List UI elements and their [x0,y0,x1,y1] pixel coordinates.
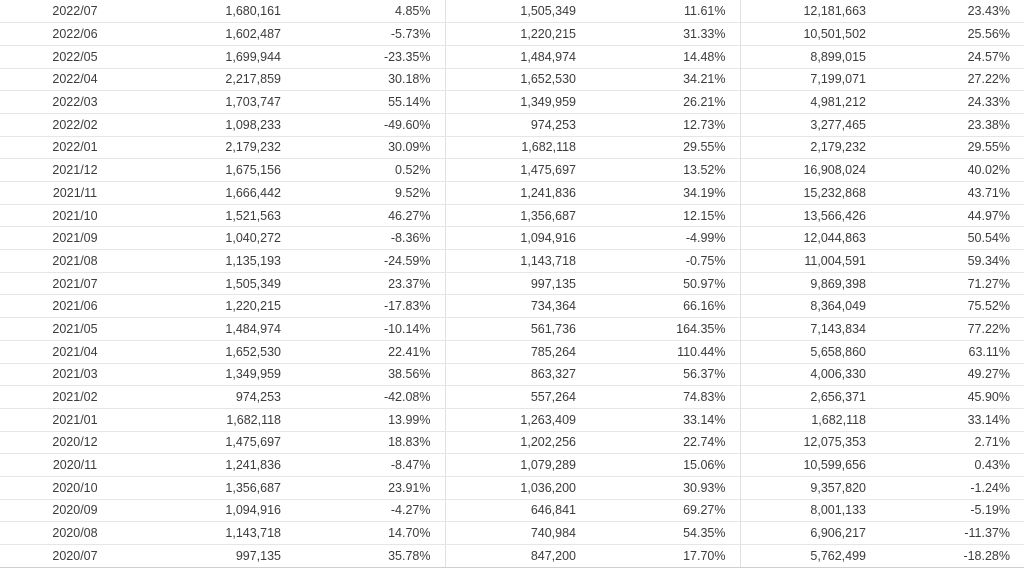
cell-yoy-change: 33.14% [590,408,740,431]
cell-month: 2021/02 [0,386,150,409]
cell-yoy-change: 56.37% [590,363,740,386]
cell-cumulative-revenue: 16,908,024 [740,159,880,182]
table-row [0,318,1024,341]
cell-yoy-change: 12.15% [590,204,740,227]
cell-cumulative-yoy: 0.43% [880,454,1024,477]
table-row [0,91,1024,114]
cell-prev-month-revenue: 863,327 [445,363,590,386]
cell-revenue: 974,253 [150,386,295,409]
cell-revenue: 1,505,349 [150,272,295,295]
cell-cumulative-yoy: 24.33% [880,91,1024,114]
cell-month: 2022/07 [0,0,150,23]
table-row [0,68,1024,91]
cell-prev-month-revenue: 734,364 [445,295,590,318]
table-row [0,340,1024,363]
cell-cumulative-revenue: 7,199,071 [740,68,880,91]
cell-cumulative-yoy: 44.97% [880,204,1024,227]
cell-revenue-mom: -8.47% [295,454,445,477]
cell-month: 2020/11 [0,454,150,477]
cell-cumulative-revenue: 8,899,015 [740,45,880,68]
cell-yoy-change: 15.06% [590,454,740,477]
cell-prev-month-revenue: 1,263,409 [445,408,590,431]
cell-month: 2020/09 [0,499,150,522]
cell-yoy-change: 12.73% [590,113,740,136]
cell-revenue-mom: 14.70% [295,522,445,545]
cell-cumulative-yoy: 27.22% [880,68,1024,91]
table-row [0,522,1024,545]
cell-revenue: 1,699,944 [150,45,295,68]
cell-month: 2020/10 [0,476,150,499]
cell-cumulative-revenue: 12,044,863 [740,227,880,250]
cell-revenue-mom: 9.52% [295,182,445,205]
table-row [0,159,1024,182]
cell-cumulative-revenue: 15,232,868 [740,182,880,205]
cell-cumulative-yoy: 77.22% [880,318,1024,341]
cell-yoy-change: -0.75% [590,250,740,273]
cell-month: 2022/01 [0,136,150,159]
cell-revenue: 997,135 [150,545,295,568]
cell-revenue: 1,675,156 [150,159,295,182]
table-row [0,23,1024,46]
cell-revenue: 2,217,859 [150,68,295,91]
cell-revenue: 1,349,959 [150,363,295,386]
cell-cumulative-revenue: 4,981,212 [740,91,880,114]
table-row [0,204,1024,227]
cell-cumulative-yoy: 33.14% [880,408,1024,431]
cell-cumulative-revenue: 8,364,049 [740,295,880,318]
cell-revenue-mom: -8.36% [295,227,445,250]
cell-cumulative-revenue: 1,682,118 [740,408,880,431]
cell-cumulative-yoy: 2.71% [880,431,1024,454]
cell-revenue: 1,098,233 [150,113,295,136]
cell-cumulative-revenue: 10,599,656 [740,454,880,477]
cell-cumulative-revenue: 3,277,465 [740,113,880,136]
cell-cumulative-revenue: 9,869,398 [740,272,880,295]
cell-month: 2022/02 [0,113,150,136]
table-row [0,545,1024,568]
cell-yoy-change: 22.74% [590,431,740,454]
cell-cumulative-yoy: 50.54% [880,227,1024,250]
table-row [0,408,1024,431]
cell-cumulative-yoy: 23.43% [880,0,1024,23]
cell-prev-month-revenue: 561,736 [445,318,590,341]
cell-cumulative-revenue: 2,656,371 [740,386,880,409]
cell-cumulative-yoy: -18.28% [880,545,1024,568]
cell-prev-month-revenue: 847,200 [445,545,590,568]
cell-yoy-change: 164.35% [590,318,740,341]
cell-cumulative-yoy: 24.57% [880,45,1024,68]
cell-revenue-mom: -4.27% [295,499,445,522]
cell-revenue-mom: 38.56% [295,363,445,386]
cell-revenue: 1,040,272 [150,227,295,250]
cell-month: 2022/06 [0,23,150,46]
cell-prev-month-revenue: 1,349,959 [445,91,590,114]
cell-cumulative-yoy: 40.02% [880,159,1024,182]
cell-revenue-mom: 23.91% [295,476,445,499]
cell-revenue-mom: 13.99% [295,408,445,431]
cell-prev-month-revenue: 1,652,530 [445,68,590,91]
cell-revenue-mom: 0.52% [295,159,445,182]
cell-cumulative-revenue: 10,501,502 [740,23,880,46]
table-row [0,136,1024,159]
cell-prev-month-revenue: 1,094,916 [445,227,590,250]
cell-cumulative-revenue: 4,006,330 [740,363,880,386]
cell-revenue-mom: 35.78% [295,545,445,568]
cell-month: 2020/12 [0,431,150,454]
cell-month: 2020/08 [0,522,150,545]
cell-cumulative-yoy: -5.19% [880,499,1024,522]
cell-yoy-change: 14.48% [590,45,740,68]
cell-revenue: 1,094,916 [150,499,295,522]
cell-cumulative-yoy: -11.37% [880,522,1024,545]
cell-month: 2022/04 [0,68,150,91]
cell-cumulative-revenue: 5,658,860 [740,340,880,363]
table-row [0,113,1024,136]
cell-prev-month-revenue: 785,264 [445,340,590,363]
cell-prev-month-revenue: 997,135 [445,272,590,295]
cell-revenue-mom: 30.09% [295,136,445,159]
table-row [0,0,1024,23]
cell-prev-month-revenue: 1,484,974 [445,45,590,68]
cell-prev-month-revenue: 974,253 [445,113,590,136]
cell-cumulative-revenue: 6,906,217 [740,522,880,545]
cell-yoy-change: 29.55% [590,136,740,159]
cell-revenue: 1,241,836 [150,454,295,477]
cell-revenue: 1,220,215 [150,295,295,318]
cell-month: 2022/05 [0,45,150,68]
cell-revenue: 1,143,718 [150,522,295,545]
table-row [0,386,1024,409]
cell-month: 2021/05 [0,318,150,341]
cell-revenue: 1,484,974 [150,318,295,341]
cell-revenue-mom: -42.08% [295,386,445,409]
cell-cumulative-yoy: 63.11% [880,340,1024,363]
cell-cumulative-yoy: 49.27% [880,363,1024,386]
cell-month: 2021/01 [0,408,150,431]
cell-revenue-mom: -24.59% [295,250,445,273]
cell-cumulative-revenue: 8,001,133 [740,499,880,522]
cell-cumulative-yoy: 23.38% [880,113,1024,136]
cell-prev-month-revenue: 1,220,215 [445,23,590,46]
cell-yoy-change: 13.52% [590,159,740,182]
cell-yoy-change: -4.99% [590,227,740,250]
cell-cumulative-revenue: 9,357,820 [740,476,880,499]
cell-cumulative-revenue: 12,181,663 [740,0,880,23]
cell-cumulative-revenue: 2,179,232 [740,136,880,159]
cell-yoy-change: 69.27% [590,499,740,522]
cell-revenue: 2,179,232 [150,136,295,159]
table-row [0,250,1024,273]
cell-cumulative-revenue: 13,566,426 [740,204,880,227]
cell-revenue-mom: 4.85% [295,0,445,23]
table-row [0,182,1024,205]
cell-cumulative-yoy: -1.24% [880,476,1024,499]
cell-prev-month-revenue: 557,264 [445,386,590,409]
cell-prev-month-revenue: 1,505,349 [445,0,590,23]
cell-revenue-mom: 46.27% [295,204,445,227]
cell-prev-month-revenue: 1,036,200 [445,476,590,499]
table-row [0,476,1024,499]
cell-cumulative-yoy: 71.27% [880,272,1024,295]
cell-yoy-change: 50.97% [590,272,740,295]
cell-revenue-mom: -23.35% [295,45,445,68]
cell-revenue-mom: 30.18% [295,68,445,91]
cell-month: 2021/06 [0,295,150,318]
table-row [0,295,1024,318]
cell-revenue-mom: -5.73% [295,23,445,46]
cell-prev-month-revenue: 1,475,697 [445,159,590,182]
cell-revenue: 1,475,697 [150,431,295,454]
cell-month: 2020/07 [0,545,150,568]
cell-revenue: 1,135,193 [150,250,295,273]
cell-month: 2021/10 [0,204,150,227]
cell-cumulative-yoy: 59.34% [880,250,1024,273]
cell-month: 2021/09 [0,227,150,250]
table-row [0,454,1024,477]
cell-revenue-mom: -17.83% [295,295,445,318]
cell-revenue: 1,703,747 [150,91,295,114]
cell-cumulative-revenue: 5,762,499 [740,545,880,568]
cell-cumulative-yoy: 75.52% [880,295,1024,318]
cell-revenue-mom: 55.14% [295,91,445,114]
cell-cumulative-revenue: 11,004,591 [740,250,880,273]
cell-cumulative-yoy: 29.55% [880,136,1024,159]
cell-prev-month-revenue: 646,841 [445,499,590,522]
cell-revenue: 1,682,118 [150,408,295,431]
table-row [0,272,1024,295]
cell-yoy-change: 54.35% [590,522,740,545]
cell-revenue: 1,356,687 [150,476,295,499]
cell-month: 2021/11 [0,182,150,205]
cell-prev-month-revenue: 1,241,836 [445,182,590,205]
cell-revenue-mom: 18.83% [295,431,445,454]
cell-prev-month-revenue: 740,984 [445,522,590,545]
cell-revenue-mom: 22.41% [295,340,445,363]
cell-month: 2021/04 [0,340,150,363]
cell-revenue: 1,602,487 [150,23,295,46]
cell-month: 2021/03 [0,363,150,386]
cell-month: 2022/03 [0,91,150,114]
cell-yoy-change: 74.83% [590,386,740,409]
cell-prev-month-revenue: 1,202,256 [445,431,590,454]
table-row [0,499,1024,522]
cell-yoy-change: 11.61% [590,0,740,23]
cell-yoy-change: 17.70% [590,545,740,568]
cell-revenue: 1,521,563 [150,204,295,227]
cell-prev-month-revenue: 1,143,718 [445,250,590,273]
cell-yoy-change: 31.33% [590,23,740,46]
table-row [0,227,1024,250]
cell-cumulative-yoy: 43.71% [880,182,1024,205]
cell-revenue-mom: 23.37% [295,272,445,295]
cell-revenue-mom: -10.14% [295,318,445,341]
cell-cumulative-revenue: 12,075,353 [740,431,880,454]
cell-prev-month-revenue: 1,079,289 [445,454,590,477]
table-row [0,363,1024,386]
cell-cumulative-revenue: 7,143,834 [740,318,880,341]
cell-revenue-mom: -49.60% [295,113,445,136]
table-row [0,45,1024,68]
cell-revenue: 1,652,530 [150,340,295,363]
cell-cumulative-yoy: 45.90% [880,386,1024,409]
cell-cumulative-yoy: 25.56% [880,23,1024,46]
cell-month: 2021/12 [0,159,150,182]
cell-yoy-change: 66.16% [590,295,740,318]
table-row [0,431,1024,454]
cell-yoy-change: 110.44% [590,340,740,363]
cell-yoy-change: 26.21% [590,91,740,114]
cell-month: 2021/08 [0,250,150,273]
cell-yoy-change: 34.19% [590,182,740,205]
cell-month: 2021/07 [0,272,150,295]
cell-revenue: 1,666,442 [150,182,295,205]
cell-revenue: 1,680,161 [150,0,295,23]
cell-prev-month-revenue: 1,682,118 [445,136,590,159]
cell-yoy-change: 34.21% [590,68,740,91]
cell-prev-month-revenue: 1,356,687 [445,204,590,227]
cell-yoy-change: 30.93% [590,476,740,499]
